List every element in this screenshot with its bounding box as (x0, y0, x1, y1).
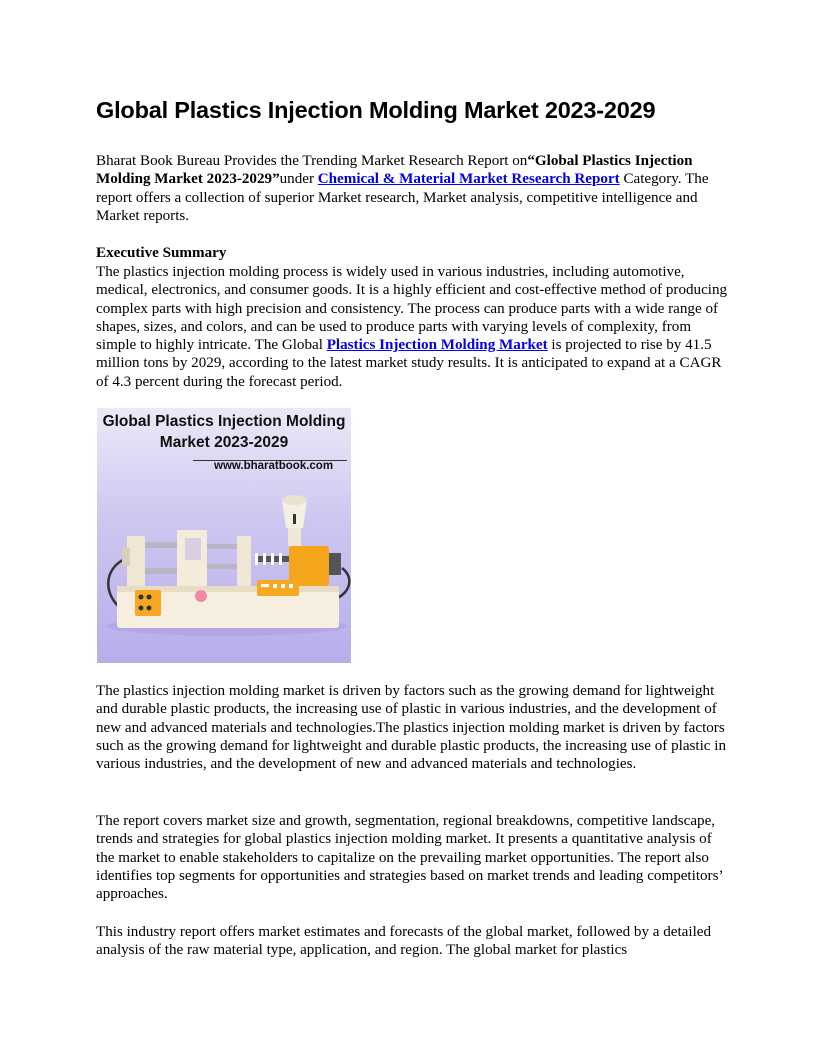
executive-summary-paragraph (96, 263, 728, 391)
exec-text-before: The plastics injection molding process is widely used in various industries, including automotive, medical, electronics, and consumer goods. It is a highly efficient and cost-effective method of producing complex parts with high precision and consistency. The process can produce parts with a wide range of shapes, sizes, and colors, and can be used to produce parts with varying levels of complexity, from simple to highly intricate. The Global (96, 264, 728, 354)
intro-suffix: Category. The report offers a collection of superior Market research, Market analysis, competitive intelligence and Market reports. (96, 171, 709, 224)
report-coverage-paragraph: The report covers market size and growth, segmentation, regional breakdowns, competitive landscape, trends and strategies for global plastics injection molding market. It presents a quantitative analysis of the market to enable stakeholders to capitalize on the prevailing market opportunities. The report also identifies top segments for opportunities and strategies based on market trends and leading competitors’ approaches. (96, 813, 723, 903)
intro-under: under (279, 171, 318, 188)
market-link[interactable]: Plastics Injection Molding Market (326, 337, 548, 354)
page-title: Global Plastics Injection Molding Market 2023-2029 (96, 97, 656, 123)
intro-paragraph (96, 152, 728, 225)
figure-title: Global Plastics Injection Molding Market 2023-2029 (102, 413, 346, 451)
report-name: “Global Plastics Injection Molding Market 2023-2029” (96, 153, 693, 188)
executive-summary-heading: Executive Summary (96, 245, 227, 261)
figure-url: www.bharatbook.com (214, 460, 334, 472)
drivers-paragraph: The plastics injection molding market is driven by factors such as the growing demand for lightweight and durable plastic products, the increasing use of plastic in various industries, and the development of new and advanced materials and technologies.The plastics injection molding market is driven by factors such as the growing demand for lightweight and durable plastic products, the increasing use of plastic in various industries, and the development of new and advanced materials and technologies. (96, 683, 727, 773)
report-cover-image (97, 408, 351, 663)
category-link[interactable]: Chemical & Material Market Research Report (317, 171, 620, 188)
exec-text-after: is projected to rise by 41.5 million tons by 2029, according to the latest market study results. It is anticipated to expand at a CAGR of 4.3 percent during the forecast period. (96, 337, 722, 390)
intro-prefix: Bharat Book Bureau Provides the Trending Market Research Report on (96, 153, 528, 169)
industry-report-paragraph: This industry report offers market estimates and forecasts of the global market, followed by a detailed analysis of the raw material type, application, and region. The global market for plastics (96, 924, 712, 959)
